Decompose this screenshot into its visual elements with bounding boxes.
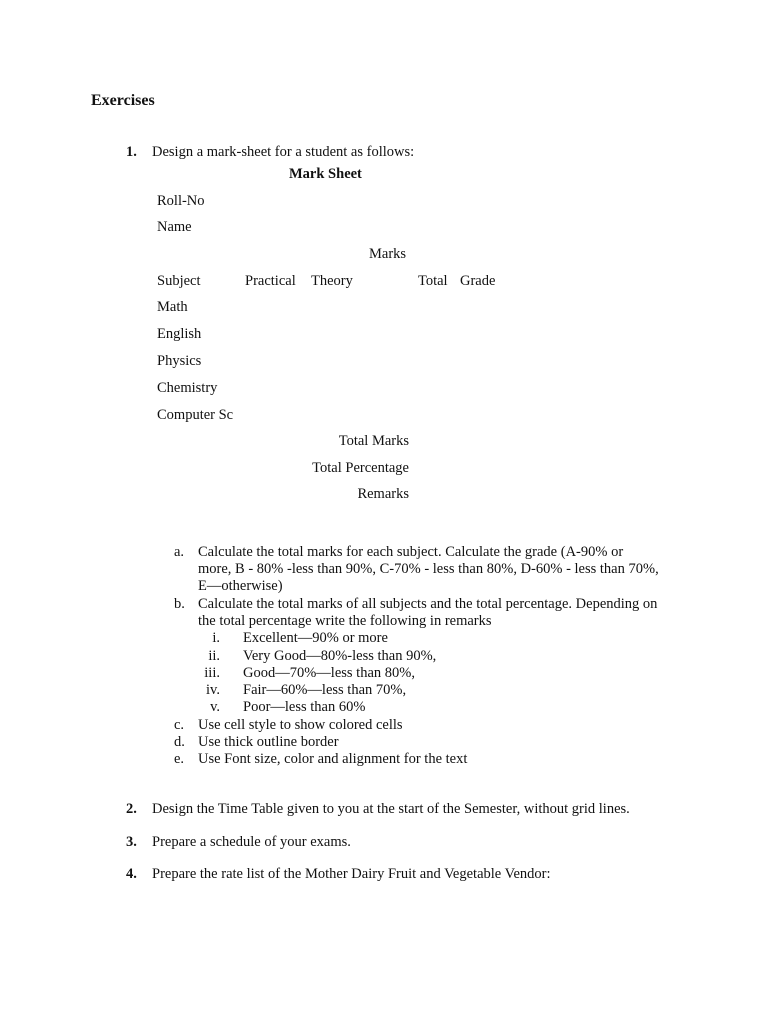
q3-number: 3. xyxy=(126,834,137,850)
remarks-item-number: i. xyxy=(212,630,220,646)
q1-text: Design a mark-sheet for a student as follows: xyxy=(152,144,415,160)
total-marks-label: Total Marks xyxy=(338,433,409,449)
subject-row: Computer Sc xyxy=(157,407,234,423)
column-practical: Practical xyxy=(245,273,296,289)
remarks-item-text: Fair—60%—less than 70%, xyxy=(243,682,407,698)
item-b-label: b. xyxy=(174,596,185,612)
item-e-text: Use Font size, color and alignment for the text xyxy=(198,751,468,767)
item-a-label: a. xyxy=(174,544,185,560)
remarks-item-text: Good—70%—less than 80%, xyxy=(243,665,415,681)
item-e-label: e. xyxy=(174,751,185,767)
remarks-item-text: Very Good—80%-less than 90%, xyxy=(243,648,437,664)
remarks-item-text: Excellent—90% or more xyxy=(243,630,388,646)
subject-row: Math xyxy=(157,299,188,315)
subject-row: English xyxy=(157,326,202,342)
column-grade: Grade xyxy=(460,273,496,289)
q2-text: Design the Time Table given to you at the start of the Semester, without grid lines. xyxy=(152,801,630,817)
subject-row: Physics xyxy=(157,353,202,369)
q1-number: 1. xyxy=(126,144,137,160)
total-percentage-label: Total Percentage xyxy=(312,460,409,476)
q2-number: 2. xyxy=(126,801,137,817)
column-theory: Theory xyxy=(311,273,353,289)
q4-number: 4. xyxy=(126,866,137,882)
item-a-line: E—otherwise) xyxy=(198,578,283,594)
roll-no-label: Roll-No xyxy=(157,193,205,209)
column-total: Total xyxy=(418,273,448,289)
q3-text: Prepare a schedule of your exams. xyxy=(152,834,351,850)
item-d-text: Use thick outline border xyxy=(198,734,339,750)
remarks-item-text: Poor—less than 60% xyxy=(243,699,366,715)
item-a-line: Calculate the total marks for each subject. Calculate the grade (A-90% or xyxy=(198,544,624,560)
mark-sheet-title: Mark Sheet xyxy=(289,166,362,182)
remarks-item-number: ii. xyxy=(208,648,220,664)
remarks-item-number: iv. xyxy=(206,682,220,698)
item-c-label: c. xyxy=(174,717,185,733)
marks-header: Marks xyxy=(369,246,407,262)
item-b-line: Calculate the total marks of all subjects and the total percentage. Depending on xyxy=(198,596,658,612)
item-b-line: the total percentage write the following in remarks xyxy=(198,613,492,629)
remarks-label: Remarks xyxy=(357,486,409,502)
item-c-text: Use cell style to show colored cells xyxy=(198,717,403,733)
remarks-item-number: v. xyxy=(210,699,220,715)
remarks-item-number: iii. xyxy=(204,665,220,681)
name-label: Name xyxy=(157,219,192,235)
column-subject: Subject xyxy=(157,273,201,289)
q4-text: Prepare the rate list of the Mother Dairy Fruit and Vegetable Vendor: xyxy=(152,866,551,882)
page-heading: Exercises xyxy=(91,92,155,109)
item-a-line: more, B - 80% -less than 90%, C-70% - less than 80%, D-60% - less than 70%, xyxy=(198,561,659,577)
subject-row: Chemistry xyxy=(157,380,218,396)
item-d-label: d. xyxy=(174,734,185,750)
